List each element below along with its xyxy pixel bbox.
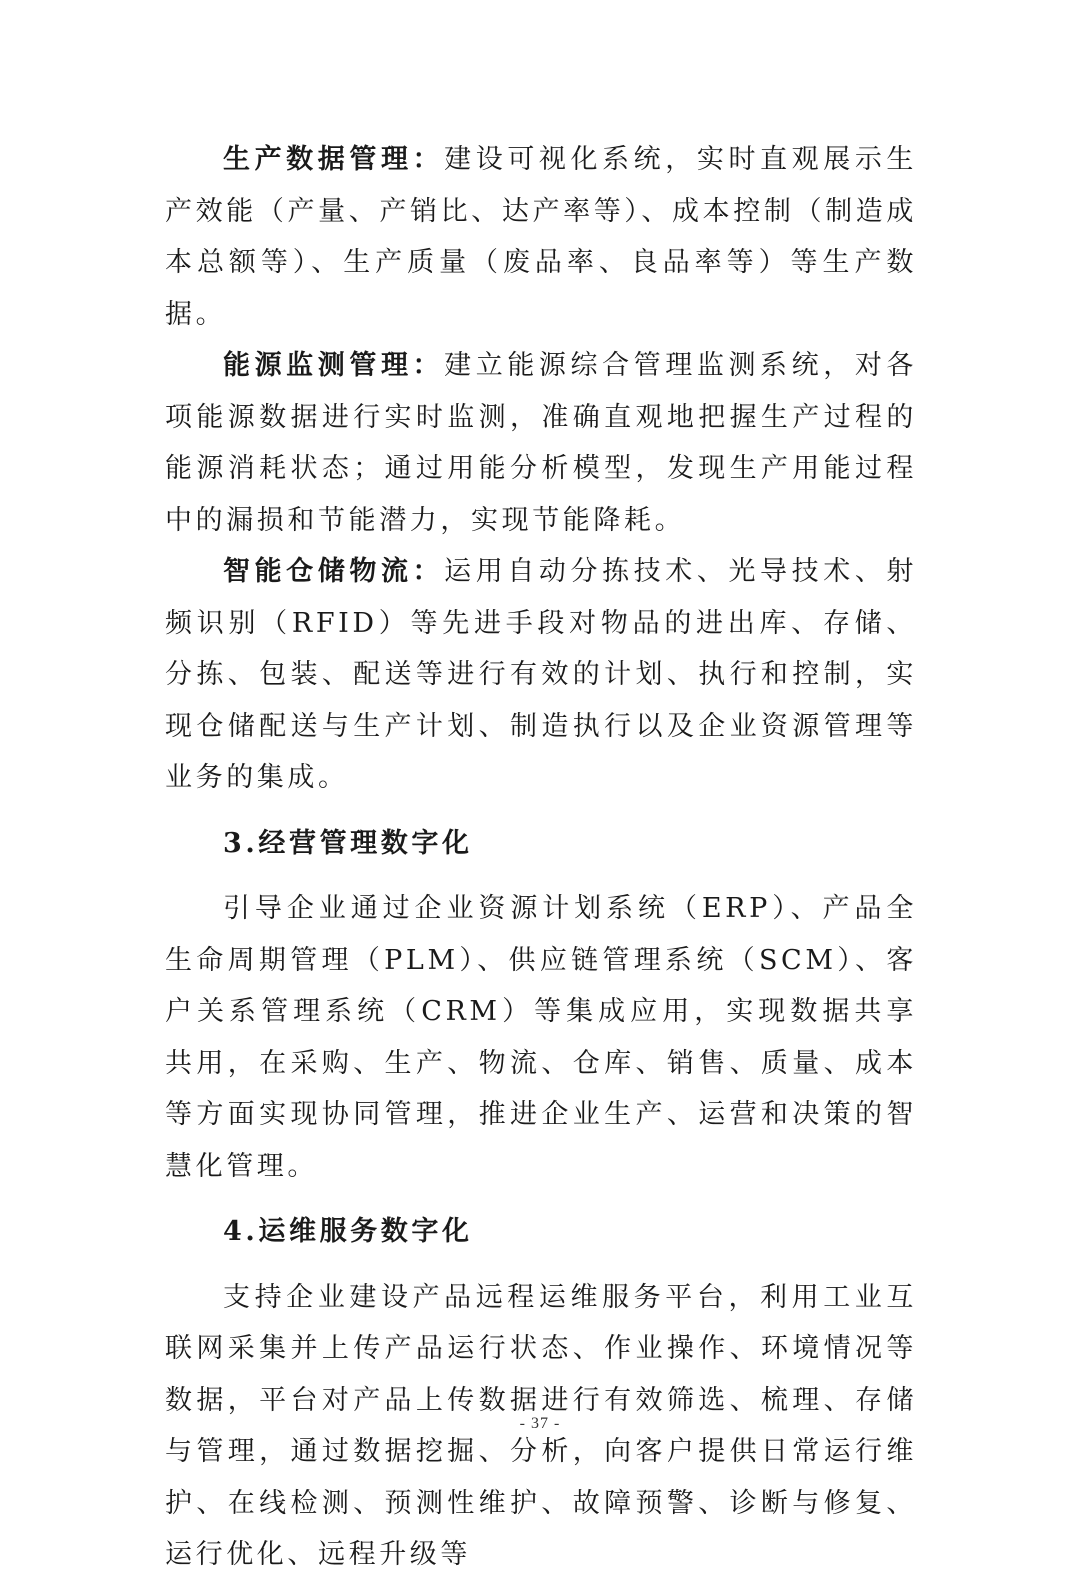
paragraph-text-production: 建设可视化系统，实时直观展示生产效能（产量、产销比、达产率等）、成本控制（制造成本总额等）、生产质量（废品率、良品率等）等生产数据。: [165, 144, 918, 330]
spacer: [165, 804, 917, 818]
paragraph-text-warehouse: 运用自动分拣技术、光导技术、射频识别（RFID）等先进手段对物品的进出库、存储、分拣、包装、配送等进行有效的计划、执行和控制，实现仓储配送与生产计划、制造执行以及企业资源管理等业务的集成。: [165, 556, 918, 793]
paragraph-production-data: [165, 134, 917, 340]
paragraph-smart-warehouse: [165, 546, 917, 804]
paragraph-lead-warehouse: 智能仓储物流：: [223, 556, 445, 587]
paragraph-energy-monitoring: [165, 340, 917, 546]
section-heading-3: 3.经营管理数字化: [223, 827, 473, 859]
document-body: [165, 134, 917, 1581]
paragraph-lead-production: 生产数据管理：: [223, 144, 445, 175]
spacer: [165, 1192, 917, 1206]
paragraph-section-3: 引导企业通过企业资源计划系统（ERP）、产品全生命周期管理（PLM）、供应链管理系统（SCM）、客户关系管理系统（CRM）等集成应用，实现数据共享共用，在采购、生产、物流、仓库、销售、质量、成本等方面实现协同管理，推进企业生产、运营和决策的智慧化管理。: [165, 893, 917, 1182]
paragraph-text-energy: 建立能源综合管理监测系统，对各项能源数据进行实时监测，准确直观地把握生产过程的能源消耗状态；通过用能分析模型，发现生产用能过程中的漏损和节能潜力，实现节能降耗。: [165, 350, 918, 536]
section-heading-4: 4.运维服务数字化: [223, 1216, 473, 1247]
paragraph-lead-energy: 能源监测管理：: [223, 350, 445, 381]
paragraph-section-4: 支持企业建设产品远程运维服务平台，利用工业互联网采集并上传产品运行状态、作业操作、环境情况等数据，平台对产品上传数据进行有效筛选、梳理、存储与管理，通过数据挖掘、分析，向客户提供日常运行维护、在线检测、预测性维护、故障预警、诊断与修复、运行优化、远程升级等: [165, 1281, 917, 1570]
spacer: [165, 1258, 917, 1272]
page-number: - 37 -: [519, 1415, 561, 1432]
spacer: [165, 869, 917, 883]
